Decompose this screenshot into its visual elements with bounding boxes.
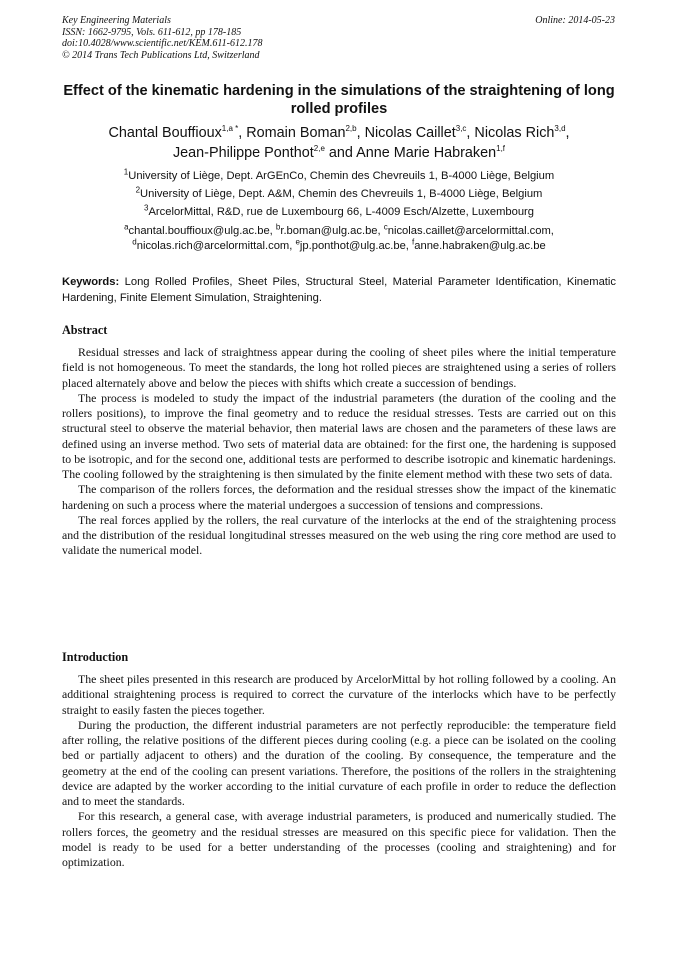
journal-name: Key Engineering Materials — [62, 15, 171, 26]
email-link[interactable]: chantal.bouffioux@ulg.ac.be, — [128, 225, 276, 237]
paper-title: Effect of the kinematic hardening in the simulations of the straightening of long rolled profiles — [63, 83, 615, 117]
email-link[interactable]: nicolas.caillet@arcelormittal.com, — [387, 225, 554, 237]
email-list: $^a$chantal.bouffioux@ulg.ac.be, $^b$r.boman@ulg.ac.be, $^c$nicolas.caillet@arcelormittal.com, $^d$nicolas.rich@arcelormittal.com, $^e$jp.ponthot@ulg.ac.be, $^f$anne.habraken@ulg.ac.be — [124, 222, 554, 252]
author: Anne Marie Habraken$^{1,f}$ — [356, 143, 506, 161]
keywords-label: Keywords: — [62, 276, 120, 288]
abstract-paragraph: The real forces applied by the rollers, the real curvature of the interlocks at the end of the straightening process and the distribution of the residual longitudinal stresses measured on the web using the ring core method are used to validate the numerical model. — [62, 512, 616, 558]
email-link[interactable]: jp.ponthot@ulg.ac.be, — [299, 240, 413, 252]
journal-header — [62, 15, 262, 61]
abstract-paragraph: The process is modeled to study the impact of the industrial parameters (the duration of the cooling and the rollers positions), to improve the final geometry and to reduce the residual stresses. Tests are carried out on this structural steel to observe the material behavior, then material laws are chosen and the parameters of these laws are defined using an inverse method. Two sets of material data are obtained: for the first one, the hardening is supposed to be isotropic, and for the second one, additional tests are performed to describe isotropic and kinematic hardenings. The cooling followed by the straightening is then simulated by the finite element method with these two sets of data. — [62, 390, 616, 481]
abstract-body — [62, 345, 616, 559]
introduction-paragraph: The sheet piles presented in this research are produced by ArcelorMittal by hot rolling followed by a cooling. An additional straightening process is required to correct the curvature of the interlocks which have to be perfectly straight to easily fasten the pieces together. — [62, 672, 616, 717]
journal-doi: doi:10.4028/www.scientific.net/KEM.611-612.178 — [62, 38, 263, 49]
email-link[interactable]: r.boman@ulg.ac.be, — [280, 225, 384, 237]
affiliation: $^1$University of Liège, Dept. ArGEnCo, Chemin des Chevreuils 1, B-4000 Liège, Belgium — [123, 167, 555, 182]
email-link[interactable]: nicolas.rich@arcelormittal.com, — [136, 240, 296, 252]
author: Chantal Bouffioux$^{1,a *}$, — [108, 124, 247, 141]
author: Romain Boman$^{2,b}$, — [246, 124, 365, 141]
keywords — [62, 275, 616, 306]
introduction-paragraph: During the production, the different industrial parameters are not perfectly reproducible: the temperature field after rolling, the relative positions of the different pieces during cooling (e.g. a piece can be isolated on the cooling bed or partially adjacent to others) and the duration of the cooling. By consequence, the temperature and the geometry at the end of the cooling can present variations. Therefore, the positions of the rollers in the straightening device are adapted by the worker according to the initial curvature of each profile in order to reduce the deflection and to meet the standards. — [62, 717, 616, 808]
affiliation: $^2$University of Liège, Dept. A&M, Chemin des Chevreuils 1, B-4000 Liège, Belgium — [135, 185, 543, 200]
online-date: Online: 2014-05-23 — [535, 15, 615, 26]
author: Nicolas Caillet$^{3,c}$, — [364, 124, 475, 141]
journal-issn: ISSN: 1662-9795, Vols. 611-612, pp 178-185 — [62, 26, 242, 38]
author: Jean-Philippe Ponthot$^{2,e}$ and — [172, 143, 357, 161]
email-link[interactable]: anne.habraken@ulg.ac.be — [414, 240, 546, 252]
abstract-paragraph: The comparison of the rollers forces, the deformation and the residual stresses show the impact of the kinematic hardening on such a process where the material undergoes a succession of tensions and compressions. — [62, 482, 616, 512]
affiliation-list — [62, 167, 616, 221]
affiliation: $^3$ArcelorMittal, R&D, rue de Luxembourg 66, L-4009 Esch/Alzette, Luxembourg — [144, 203, 534, 218]
author: Nicolas Rich$^{3,d}$, — [474, 124, 570, 141]
introduction-paragraph: For this research, a general case, with average industrial parameters, is produced and numerically studied. The rollers forces, the geometry and the residual stresses are measured on this specific piece for validation. Then the model is ready to be used for a better understanding of the processes (cooling and straightening) and for optimization. — [62, 809, 616, 869]
abstract-paragraph: Residual stresses and lack of straightness appear during the cooling of sheet piles where the initial temperature field is not homogeneous. To meet the standards, the long hot rolled pieces are straightened using a series of rollers placed alternately above and below the pieces with shifts which create a succession of bendings. — [62, 345, 616, 390]
introduction-heading: Introduction — [62, 650, 129, 664]
journal-copyright: © 2014 Trans Tech Publications Ltd, Switzerland — [62, 49, 260, 61]
author-list — [62, 124, 616, 163]
keywords-text: Long Rolled Profiles, Sheet Piles, Structural Steel, Material Parameter Identification, Kinematic Hardening, Finite Element Simulation, Straightening. — [62, 276, 616, 304]
introduction-body — [62, 672, 616, 870]
abstract-heading: Abstract — [62, 323, 108, 337]
